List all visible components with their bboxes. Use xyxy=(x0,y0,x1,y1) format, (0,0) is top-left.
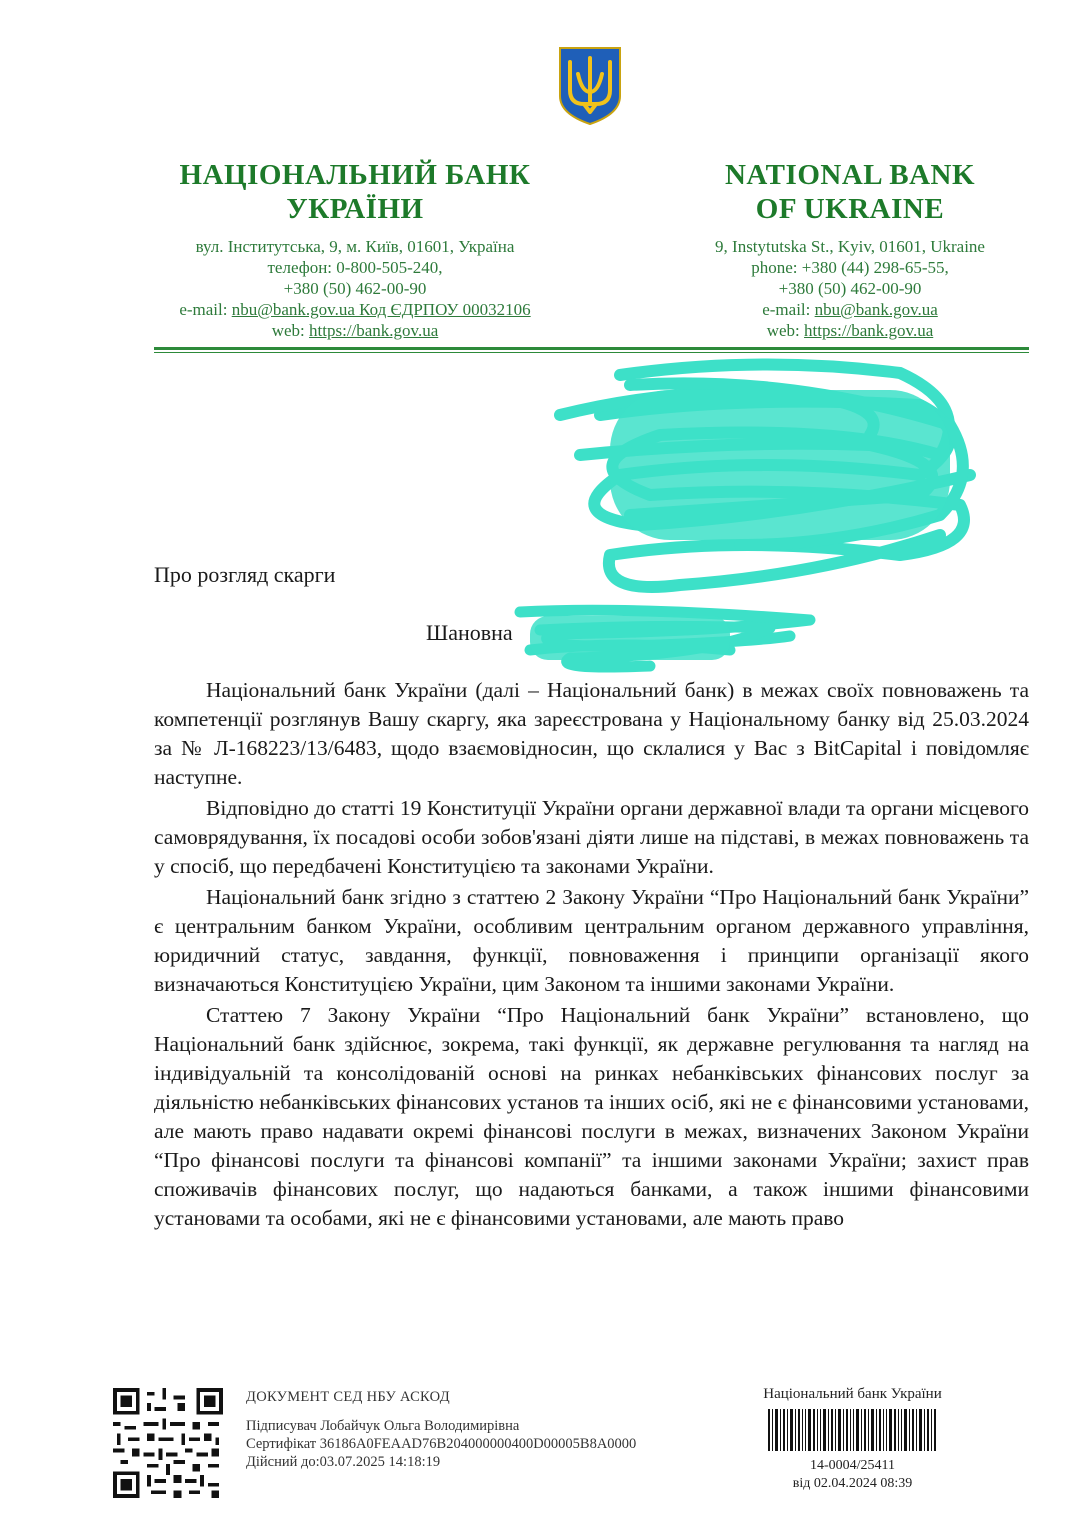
web-link-ua[interactable]: https://bank.gov.ua xyxy=(309,321,439,340)
org-name-ua-line1: НАЦІОНАЛЬНИЙ БАНК xyxy=(179,159,531,191)
address-ua: вул. Інститутська, 9, м. Київ, 01601, Україна xyxy=(195,237,515,256)
redaction-scribble-name xyxy=(510,600,830,680)
email-label-en: e-mail: xyxy=(762,300,815,319)
email-label-ua: e-mail: xyxy=(179,300,232,319)
web-row-en xyxy=(660,320,1040,341)
phone-en-2: +380 (50) 462-00-90 xyxy=(778,279,922,298)
letter-body xyxy=(154,676,1029,1235)
barcode-icon xyxy=(768,1409,938,1451)
paragraph: Статтею 7 Закону України “Про Національний банк України” встановлено, що Національний банк здійснює, зокрема, такі функції, як державне регулювання та нагляд на індивідуальній та консолідованій основі на ринках небанківських фінансових послуг за діяльністю небанківських фінансових установ та інших осіб, які не є фінансовими установами, але мають право надавати окремі фінансові послуги в межах, визначених Законом України “Про фінансові послуги та фінансові компанії” та іншими законами України; захист прав споживачів фінансових послуг, що надаються банками, а також іншими фінансовими установами та особами, які не є фінансовими установами, але мають право xyxy=(154,1003,1029,1230)
org-name-ua-line2: УКРАЇНИ xyxy=(286,193,424,225)
letter-greeting: Шановна xyxy=(426,620,513,645)
stamp-title: ДОКУМЕНТ СЕД НБУ АСКОД xyxy=(246,1389,450,1405)
registration-number: 14-0004/25411 xyxy=(809,1458,896,1473)
qr-code-icon xyxy=(113,1388,223,1498)
org-name-ua xyxy=(140,158,570,226)
paragraph: Національний банк згідно з статтею 2 Закону України “Про Національний банк України” є центральним банком України, особливим центральним органом державного управління, юридичний статус, завдання, функції, повноваження і принципи організації якого визначаються Конституцією України, цим Законом та іншими законами України. xyxy=(154,885,1029,996)
registration-date: від 02.04.2024 08:39 xyxy=(792,1476,913,1491)
org-name-en-line1: NATIONAL BANK xyxy=(724,159,976,191)
email-row-en xyxy=(660,299,1040,320)
letter-subject: Про розгляд скарги xyxy=(154,562,336,587)
paragraph: Національний банк України (далі – Національний банк) в межах своїх повноважень та компетенції розглянув Вашу скаргу, яка зареєстрована у Національному банку від 25.03.2024 за № Л-168223/13/6483, щодо взаємовідносин, що склалися у Вас з BitCapital і повідомляє наступне. xyxy=(154,678,1029,789)
web-label-en: web: xyxy=(766,321,805,340)
web-label-ua: web: xyxy=(271,321,310,340)
paragraph: Відповідно до статті 19 Конституції України органи державної влади та органи місцевого самоврядування, їх посадові особи зобов'язані діяти лише на підставі, в межах повноважень та у спосіб, що передбачені Конституцією та законами України. xyxy=(154,796,1029,878)
org-name-en-line2: OF UKRAINE xyxy=(755,193,945,225)
phone-ua-1: телефон: 0-800-505-240, xyxy=(267,258,443,277)
address-en: 9, Instytutska St., Kyiv, 01601, Ukraine xyxy=(715,237,985,256)
org-name-en xyxy=(680,158,1020,226)
web-link-en[interactable]: https://bank.gov.ua xyxy=(804,321,934,340)
phone-en-1: phone: +380 (44) 298-65-55, xyxy=(751,258,949,277)
email-link-en[interactable]: nbu@bank.gov.ua xyxy=(814,300,938,319)
web-row-ua xyxy=(140,320,570,341)
stamp-valid-until: Дійсний до:03.07.2025 14:18:19 xyxy=(246,1454,441,1470)
e-signature-stamp xyxy=(246,1388,636,1471)
registration-barcode-block xyxy=(740,1386,965,1493)
email-link-ua[interactable]: nbu@bank.gov.ua Код ЄДРПОУ 00032106 xyxy=(231,300,531,319)
email-row-ua xyxy=(140,299,570,320)
contacts-en xyxy=(660,236,1040,341)
barcode-org-name: Національний банк України xyxy=(763,1386,942,1402)
stamp-certificate: Сертифікат 36186A0FEAAD76B204000000400D00005B8A0000 xyxy=(246,1436,637,1452)
stamp-signer: Підписувач Лобайчук Ольга Володимирівна xyxy=(246,1418,520,1434)
ukraine-trident-emblem-icon xyxy=(556,44,624,128)
phone-ua-2: +380 (50) 462-00-90 xyxy=(283,279,427,298)
contacts-ua xyxy=(140,236,570,341)
